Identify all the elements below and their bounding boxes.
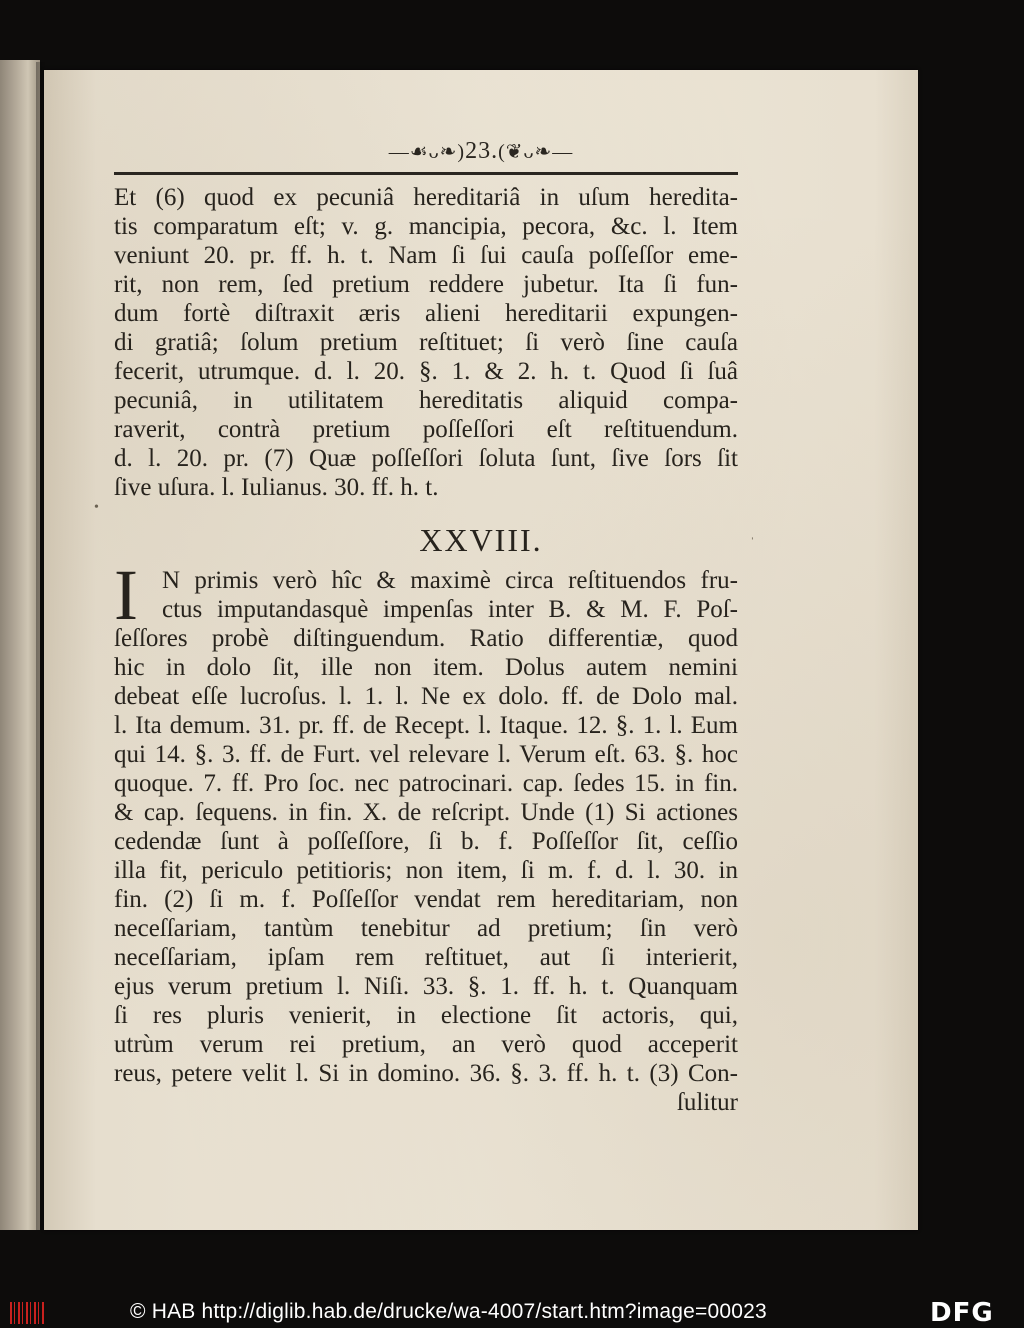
header-rule [114,172,738,175]
text-line: l. Ita demum. 31. pr. ff. de Recept. l. Itaque. 12. §. 1. l. Eum [114,712,738,739]
text-line: & cap. ſequens. in fin. X. de reſcript. Unde (1) Si actiones [114,799,738,826]
section-title: XXVIII. [419,522,543,558]
facing-page-edge [0,60,40,1230]
text-line: quoque. 7. ff. Pro ſoc. nec patrocinari. cap. ſedes 15. in fin. [114,770,738,797]
drop-cap: I [114,555,138,635]
text-line: fecerit, utrumque. d. l. 20. §. 1. & 2. h. t. Quod ſi ſuâ [114,358,738,385]
copyright-url[interactable]: © HAB http://diglib.hab.de/drucke/wa-4007/start.htm?image=00023 [130,1300,767,1323]
text-line: ſeſſores probè diſtinguendum. Ratio differentiæ, quod [114,625,738,652]
ink-speck: • [94,500,99,515]
text-line: d. l. 20. pr. (7) Quæ poſſeſſori ſoluta ſunt, ſive ſors ſit [114,445,738,472]
catchword: ſulitur [676,1089,738,1116]
text-line: raverit, contrà pretium poſſeſſori eſt reſtituendum. [114,416,738,443]
header-ornament-left: —☙ᴗ❧) [388,141,466,163]
text-line: neceſſariam, ipſam rem reſtituet, aut ſi interierit, [114,944,738,971]
text-line: pecuniâ, in utilitatem hereditatis aliquid compa- [114,387,738,414]
text-line: di gratiâ; ſolum pretium reſtituet; ſi verò ſine cauſa [114,329,738,356]
text-line: N primis verò hîc & maximè circa reſtituendos fru- [162,567,738,594]
text-line: veniunt 20. pr. ff. h. t. Nam ſi ſui cauſa poſſeſſor eme- [114,242,738,269]
page-number: 23. [465,138,499,164]
barcode-icon [10,1302,46,1324]
text-line: ctus imputandasquè impenſas inter B. & M. F. Poſ- [162,596,738,623]
text-line: dum fortè diſtraxit æris alieni hereditarii expungen- [114,300,738,327]
text-line: tis comparatum eſt; v. g. mancipia, pecora, &c. l. Item [114,213,738,240]
header-ornament-right: (❦ᴗ❧— [498,141,574,163]
text-line: ſive uſura. l. Iulianus. 30. ff. h. t. [114,474,439,501]
footer-bar [0,1296,1024,1328]
text-line: illa fit, periculo petitioris; non item, ſi m. f. d. l. 30. in [114,857,738,884]
page-header [44,138,918,165]
text-line: qui 14. §. 3. ff. de Furt. vel relevare l. Verum eſt. 63. §. hoc [114,741,738,768]
text-line: ſi res pluris venierit, in electione ſit actoris, qui, [114,1002,738,1029]
text-line: ejus verum pretium l. Niſi. 33. §. 1. ff. h. t. Quanquam [114,973,738,1000]
text-line: cedendæ ſunt à poſſeſſore, ſi b. f. Poſſeſſor ſit, ceſſio [114,828,738,855]
text-line: hic in dolo ſit, ille non item. Dolus autem nemini [114,654,738,681]
text-line: debeat eſſe lucroſus. l. 1. l. Ne ex dolo. ff. de Dolo mal. [114,683,738,710]
dfg-logo: DFG [930,1298,994,1328]
text-line: utrùm verum rei pretium, an verò quod acceperit [114,1031,738,1058]
ink-speck: ˈ [750,536,755,551]
text-line: fin. (2) ſi m. f. Poſſeſſor vendat rem hereditariam, non [114,886,738,913]
text-line: neceſſariam, tantùm tenebitur ad pretium; ſin verò [114,915,738,942]
text-line: reus, petere velit l. Si in domino. 36. §. 3. ff. h. t. (3) Con- [114,1060,738,1087]
book-page [44,70,918,1230]
text-line: rit, non rem, ſed pretium reddere jubetur. Ita ſi fun- [114,271,738,298]
text-line: Et (6) quod ex pecuniâ hereditariâ in uſum heredita- [114,184,738,211]
